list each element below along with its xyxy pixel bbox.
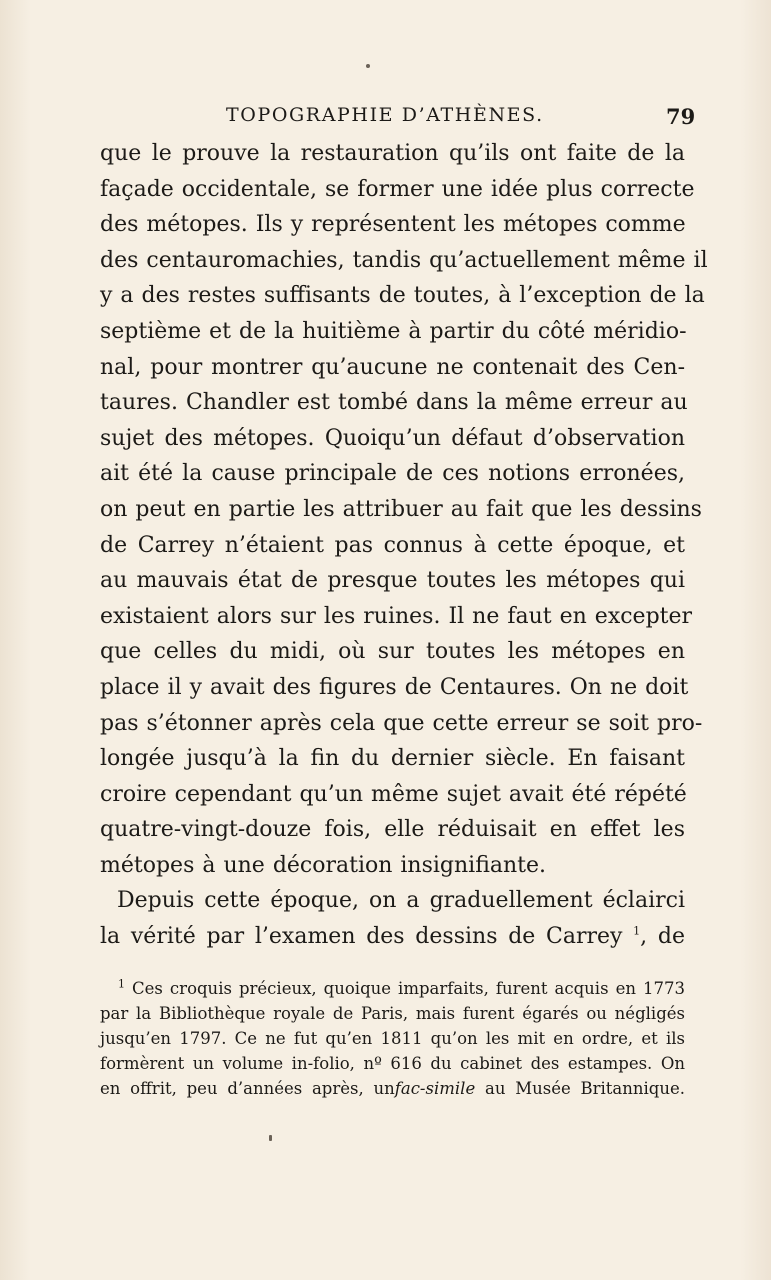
text-line: longée jusqu’à la fin du dernier siècle. En faisant	[100, 746, 685, 772]
text-line: ait été la cause principale de ces notions erronées,	[100, 461, 685, 487]
footnote-line: par la Bibliothèque royale de Paris, mais furent égarés ou négligés	[100, 1004, 685, 1023]
footnote-text: en offrit, peu d’années après, un	[100, 1079, 395, 1098]
paper-speck-bottom	[269, 1135, 272, 1141]
running-title: TOPOGRAPHIE D’ATHÈNES.	[226, 104, 544, 126]
main-text	[100, 136, 708, 955]
text-line: que le prouve la restauration qu’ils ont faite de la	[100, 141, 685, 166]
text-line: existaient alors sur les ruines. Il ne faut en excepter	[100, 603, 693, 629]
footnote-line: formèrent un volume in-folio, nº 616 du cabinet des estampes. On	[100, 1054, 685, 1073]
footnote-line: jusqu’en 1797. Ce ne fut qu’en 1811 qu’on les mit en ordre, et ils	[100, 1029, 685, 1048]
footnote-text: Ces croquis précieux, quoique imparfaits, furent acquis en 1773	[132, 979, 686, 998]
text-line: on peut en partie les attribuer au fait que les dessins	[100, 496, 702, 522]
text-line: des centauromachies, tandis qu’actuellement même il	[100, 247, 708, 273]
text-line: des métopes. Ils y représentent les métopes comme	[100, 212, 686, 238]
text-line-with-footnote-ref	[100, 919, 685, 955]
text-line: façade occidentale, se former une idée plus correcte	[100, 176, 695, 202]
text-line: pas s’étonner après cela que cette erreur se soit pro-	[100, 710, 703, 736]
text-line: métopes à une décoration insignifiante.	[100, 852, 547, 878]
text-line: que celles du midi, où sur toutes les métopes en	[100, 639, 685, 665]
text-line: au mauvais état de presque toutes les métopes qui	[100, 568, 685, 594]
text-line: nal, pour montrer qu’aucune ne contenait des Cen-	[100, 354, 685, 380]
footnote-block	[100, 976, 685, 1101]
text-line: septième et de la huitième à partir du côté méridio-	[100, 318, 687, 344]
text-line: place il y avait des figures de Centaures. On ne doit	[100, 674, 689, 700]
footnote-marker: 1	[118, 977, 125, 991]
footnote-italic-term: fac-simile	[394, 1079, 476, 1098]
footnote-text: au Musée Britannique.	[485, 1079, 685, 1098]
footnote-line	[100, 1076, 685, 1101]
text-fragment: la vérité par l’examen des dessins de Carrey	[100, 924, 623, 950]
text-line: quatre-vingt-douze fois, elle réduisait en effet les	[100, 817, 685, 843]
paragraph-start-line: Depuis cette époque, on a graduellement éclairci	[117, 888, 685, 914]
text-fragment: , de	[640, 924, 685, 950]
footnote-line	[100, 976, 685, 1001]
paper-speck-top	[366, 64, 370, 68]
text-line: de Carrey n’étaient pas connus à cette époque, et	[100, 532, 685, 558]
text-line: croire cependant qu’un même sujet avait été répété	[100, 781, 687, 807]
page-header	[0, 104, 771, 134]
text-line: taures. Chandler est tombé dans la même erreur au	[100, 390, 688, 416]
page-number: 79	[666, 104, 696, 129]
footnote-ref: 1	[633, 924, 641, 938]
text-line: sujet des métopes. Quoiqu’un défaut d’observation	[100, 425, 685, 451]
text-line: y a des restes suffisants de toutes, à l’exception de la	[100, 283, 705, 309]
